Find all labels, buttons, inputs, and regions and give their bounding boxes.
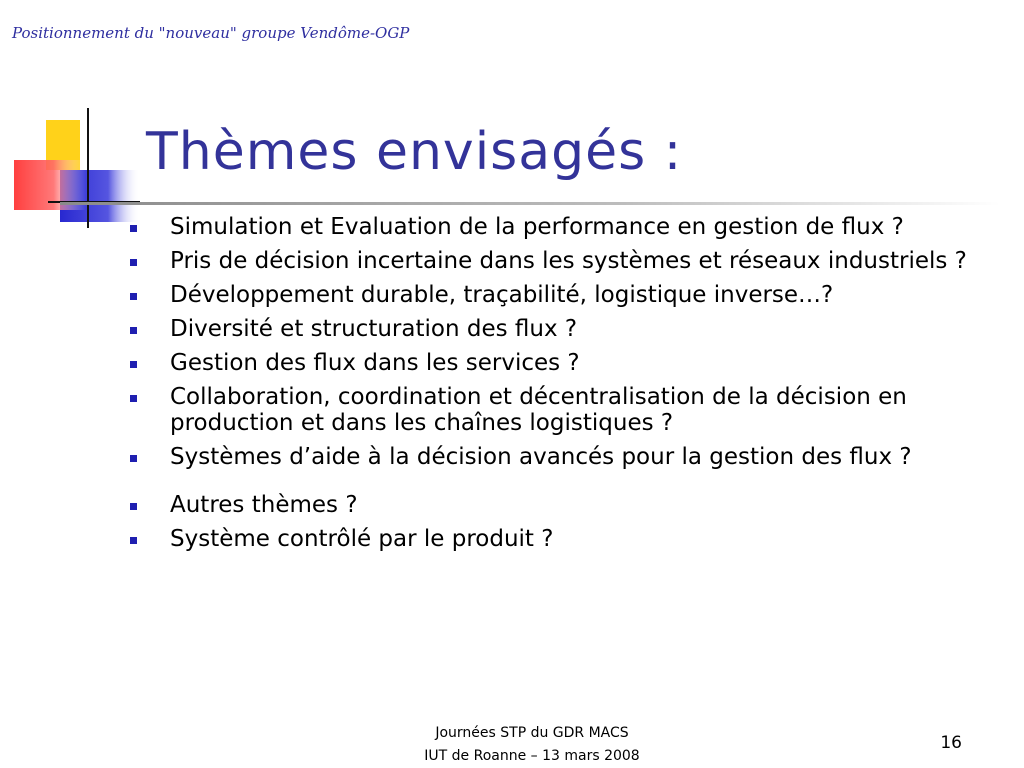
bullet-item: Pris de décision incertaine dans les systèmes et réseaux industriels ?	[128, 248, 988, 274]
footer-line-2: IUT de Roanne – 13 mars 2008	[424, 748, 640, 764]
bullet-list	[128, 214, 988, 560]
bullet-item: Développement durable, traçabilité, logistique inverse…?	[128, 282, 988, 308]
bullet-item: Autres thèmes ?	[128, 492, 988, 518]
bullet-square-icon	[130, 395, 137, 402]
bullet-square-icon	[130, 503, 137, 510]
slide-title: Thèmes envisagés :	[146, 122, 683, 182]
bullet-item: Simulation et Evaluation de la performance en gestion de flux ?	[128, 214, 988, 240]
bullet-item: Système contrôlé par le produit ?	[128, 526, 988, 552]
page-number: 16	[940, 733, 962, 753]
bullet-item: Systèmes d’aide à la décision avancés pour la gestion des flux ?	[128, 444, 988, 470]
bullet-item: Diversité et structuration des flux ?	[128, 316, 988, 342]
bullet-item: Collaboration, coordination et décentralisation de la décision en production et dans les chaînes logistiques ?	[128, 384, 988, 436]
bullet-square-icon	[130, 225, 137, 232]
bullet-square-icon	[130, 455, 137, 462]
slide-header: Positionnement du "nouveau" groupe Vendôme-OGP	[12, 24, 410, 42]
bullet-square-icon	[130, 293, 137, 300]
bullet-square-icon	[130, 537, 137, 544]
title-underline	[60, 202, 1000, 205]
footer-line-1: Journées STP du GDR MACS	[435, 725, 629, 741]
bullet-square-icon	[130, 327, 137, 334]
slide-footer	[0, 722, 1024, 768]
bullet-square-icon	[130, 361, 137, 368]
bullet-square-icon	[130, 259, 137, 266]
bullet-item: Gestion des flux dans les services ?	[128, 350, 988, 376]
